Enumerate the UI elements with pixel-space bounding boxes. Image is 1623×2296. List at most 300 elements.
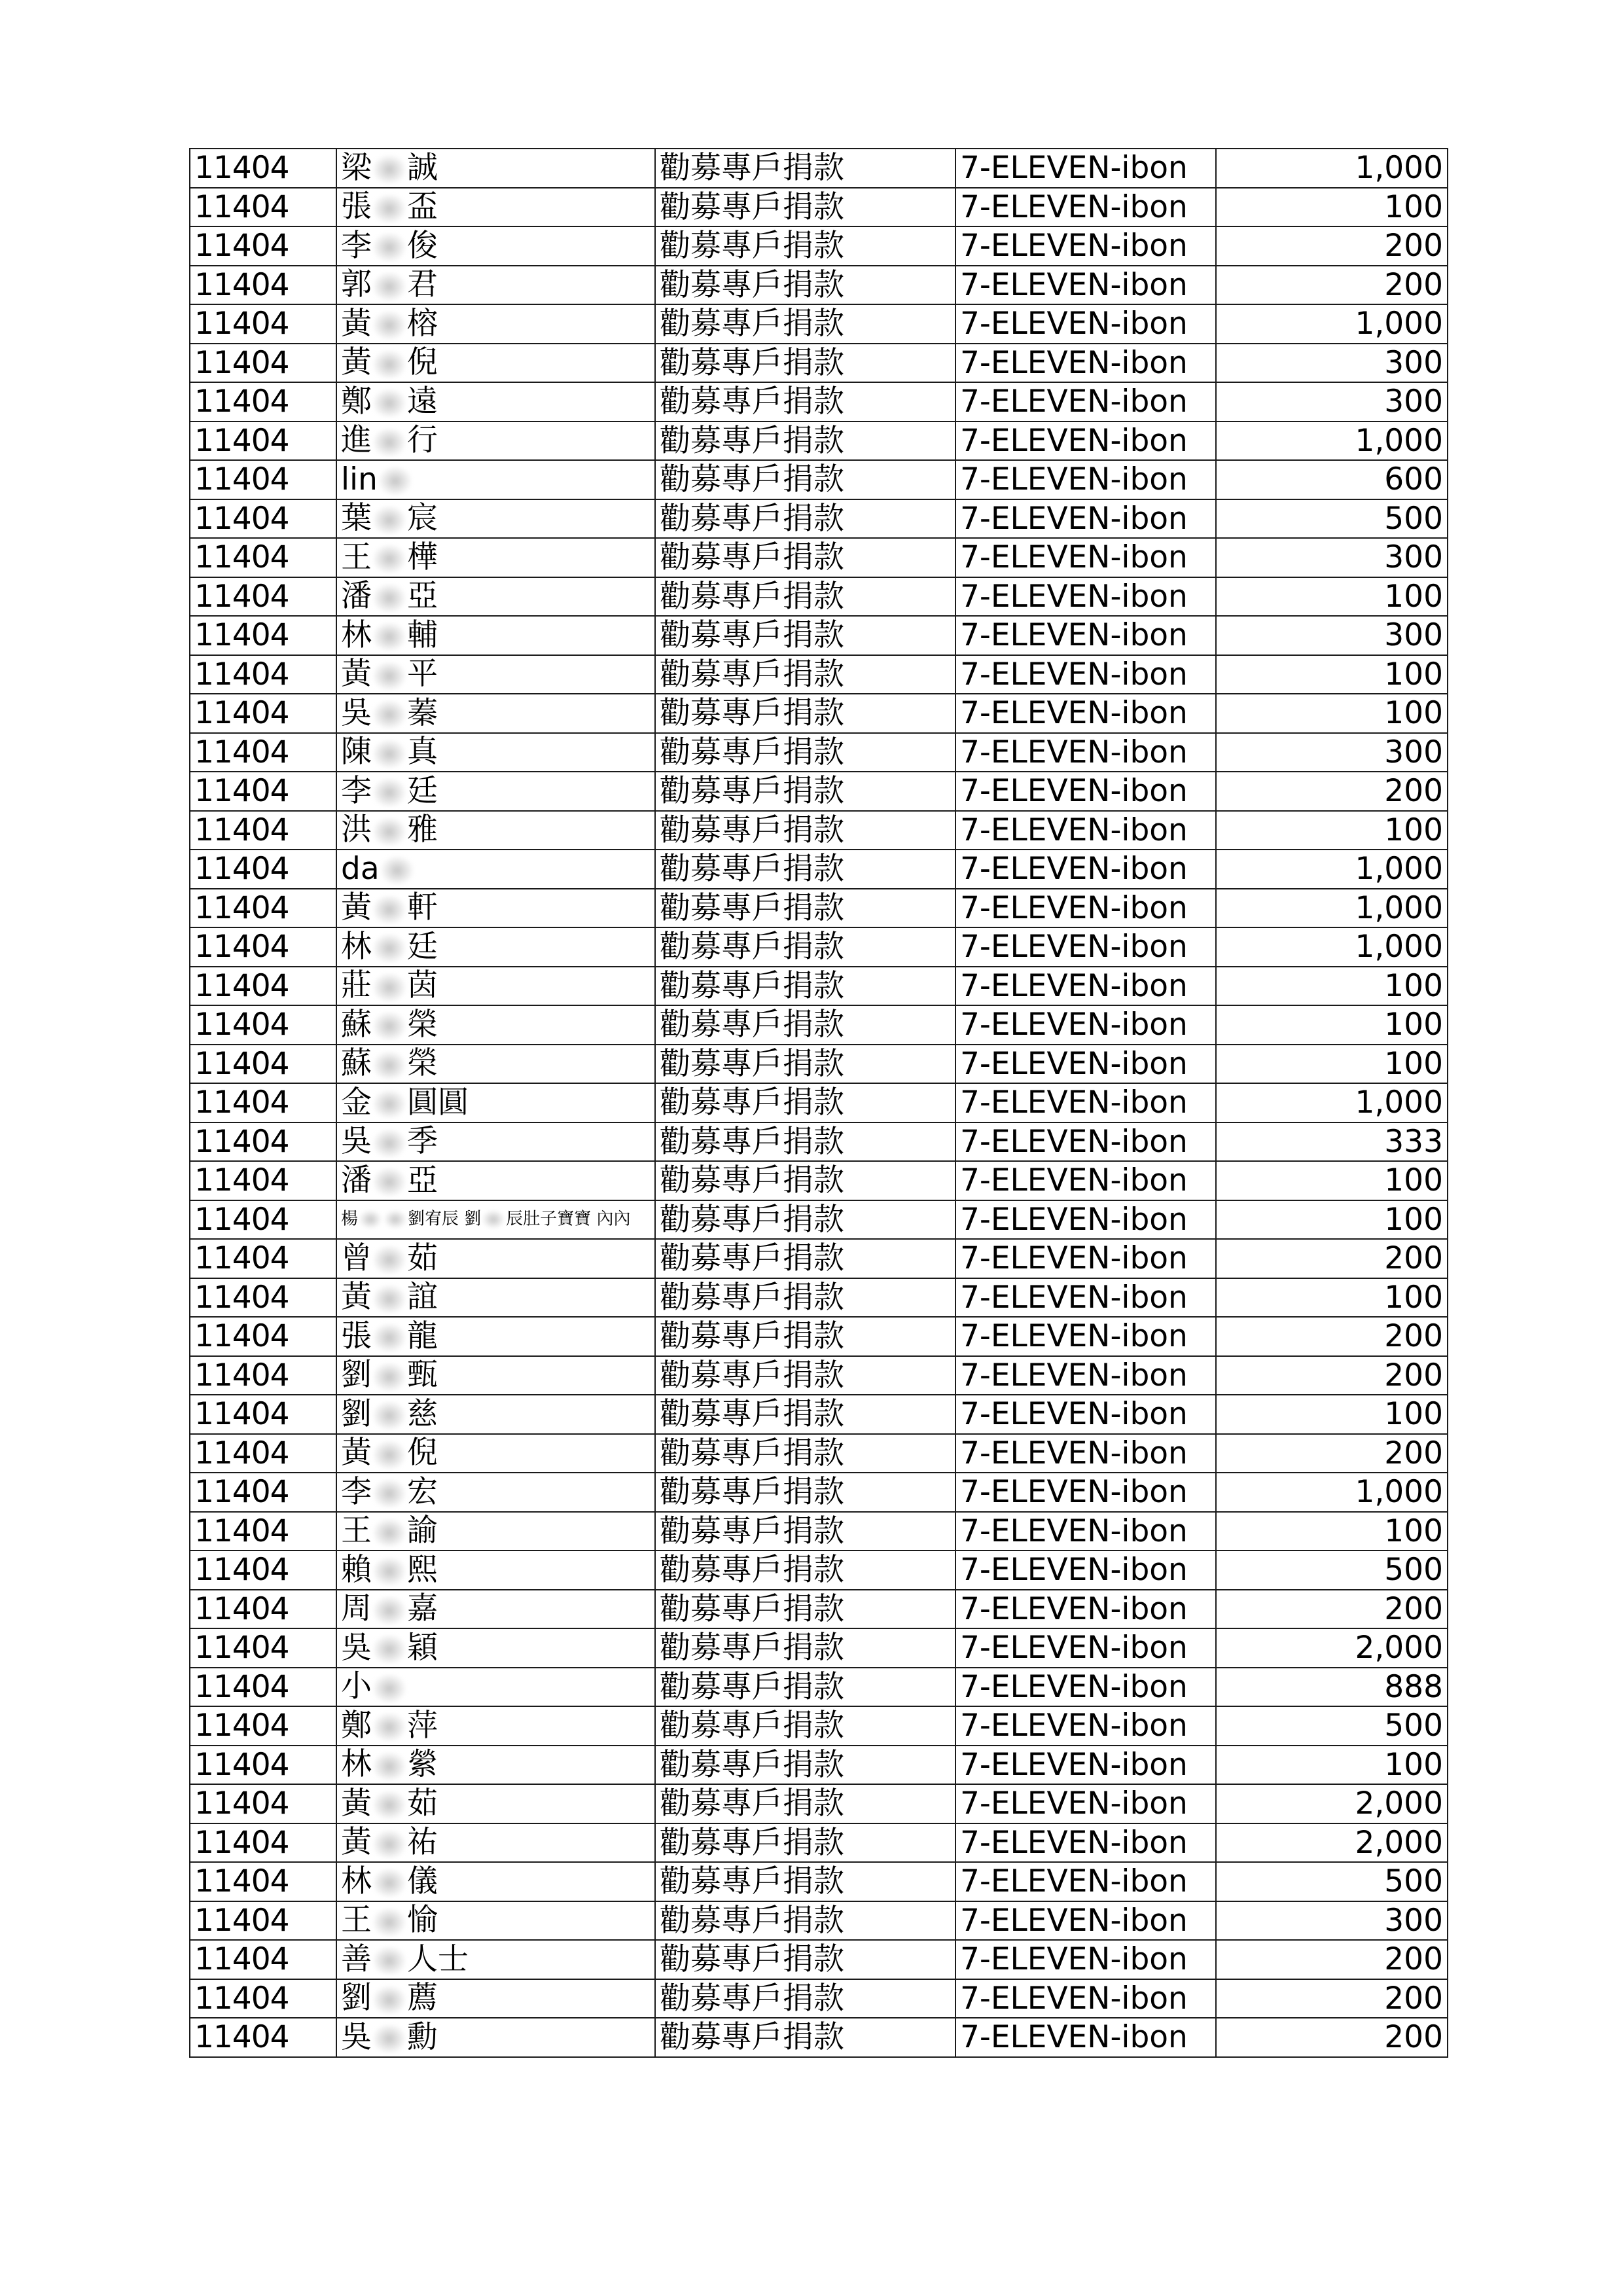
amount-cell: 100 — [1216, 1045, 1448, 1084]
period-cell: 11404 — [190, 1005, 336, 1045]
amount-cell: 500 — [1216, 1706, 1448, 1746]
donation-type-cell: 勸募專戶捐款 — [655, 1512, 955, 1551]
redaction-blur — [381, 856, 414, 885]
table-row — [190, 1122, 1448, 1162]
period-cell: 11404 — [190, 1628, 336, 1668]
donor-name-text: 黃 祐 — [341, 1824, 438, 1860]
donor-name-cell — [336, 266, 655, 305]
payment-method-cell: 7-ELEVEN-ibon — [955, 1512, 1216, 1551]
period-cell: 11404 — [190, 694, 336, 733]
donor-name-cell — [336, 1668, 655, 1707]
donor-name-cell — [336, 226, 655, 266]
redaction-blur — [373, 1596, 406, 1625]
table-row — [190, 226, 1448, 266]
payment-method-cell: 7-ELEVEN-ibon — [955, 1940, 1216, 1979]
donation-type-cell: 勸募專戶捐款 — [655, 1746, 955, 1785]
donor-name-text: 黃 誼 — [341, 1279, 438, 1315]
table-row — [190, 1551, 1448, 1590]
donor-name-text: 李 俊 — [341, 227, 438, 264]
amount-cell: 300 — [1216, 733, 1448, 772]
donor-name-cell — [336, 1005, 655, 1045]
donor-name-text: 黃 倪 — [341, 344, 438, 380]
period-cell: 11404 — [190, 1200, 336, 1240]
table-row — [190, 1161, 1448, 1200]
donation-type-cell: 勸募專戶捐款 — [655, 733, 955, 772]
period-cell: 11404 — [190, 1161, 336, 1200]
amount-cell: 100 — [1216, 1005, 1448, 1045]
amount-cell: 200 — [1216, 1979, 1448, 2018]
donor-name-text: 周 嘉 — [341, 1590, 438, 1626]
table-row — [190, 538, 1448, 577]
redaction-blur — [373, 155, 406, 184]
period-cell: 11404 — [190, 1045, 336, 1084]
donation-type-cell: 勸募專戶捐款 — [655, 772, 955, 811]
redaction-blur — [373, 1518, 406, 1547]
donor-name-text: 黃 茹 — [341, 1785, 438, 1821]
period-cell: 11404 — [190, 1317, 336, 1356]
redaction-blur — [373, 1246, 406, 1274]
donor-name-text: 吳 勳 — [341, 2018, 438, 2055]
donation-type-cell: 勸募專戶捐款 — [655, 149, 955, 188]
donor-name-text: 吳 蓁 — [341, 694, 438, 731]
payment-method-cell: 7-ELEVEN-ibon — [955, 616, 1216, 655]
donation-type-cell: 勸募專戶捐款 — [655, 1005, 955, 1045]
donation-type-cell: 勸募專戶捐款 — [655, 1901, 955, 1941]
payment-method-cell: 7-ELEVEN-ibon — [955, 344, 1216, 383]
period-cell: 11404 — [190, 1668, 336, 1707]
table-row — [190, 266, 1448, 305]
donor-name-cell — [336, 1083, 655, 1122]
redaction-blur — [373, 1285, 406, 1314]
period-cell: 11404 — [190, 1940, 336, 1979]
amount-cell: 100 — [1216, 655, 1448, 694]
redaction-blur — [373, 1168, 406, 1196]
donor-name-text: 林 縈 — [341, 1746, 438, 1782]
amount-cell: 600 — [1216, 460, 1448, 499]
donation-type-cell: 勸募專戶捐款 — [655, 967, 955, 1006]
donor-name-text: 張 龍 — [341, 1318, 438, 1354]
payment-method-cell: 7-ELEVEN-ibon — [955, 538, 1216, 577]
donation-type-cell: 勸募專戶捐款 — [655, 927, 955, 967]
donor-name-cell — [336, 1239, 655, 1278]
amount-cell: 333 — [1216, 1122, 1448, 1162]
donor-name-cell — [336, 1122, 655, 1162]
payment-method-cell: 7-ELEVEN-ibon — [955, 1005, 1216, 1045]
table-row — [190, 927, 1448, 967]
amount-cell: 1,000 — [1216, 927, 1448, 967]
donation-type-cell: 勸募專戶捐款 — [655, 1668, 955, 1707]
donation-type-cell: 勸募專戶捐款 — [655, 1434, 955, 1473]
redaction-blur — [373, 1869, 406, 1897]
donor-name-text: 莊 茵 — [341, 967, 438, 1003]
donor-name-cell — [336, 1551, 655, 1590]
donation-type-cell: 勸募專戶捐款 — [655, 1784, 955, 1823]
payment-method-cell: 7-ELEVEN-ibon — [955, 1668, 1216, 1707]
payment-method-cell: 7-ELEVEN-ibon — [955, 1862, 1216, 1901]
period-cell: 11404 — [190, 850, 336, 889]
period-cell: 11404 — [190, 772, 336, 811]
period-cell: 11404 — [190, 1551, 336, 1590]
donor-name-text: 陳 真 — [341, 734, 438, 770]
donor-name-cell — [336, 850, 655, 889]
table-row — [190, 1200, 1448, 1240]
payment-method-cell: 7-ELEVEN-ibon — [955, 226, 1216, 266]
donation-type-cell: 勸募專戶捐款 — [655, 1628, 955, 1668]
table-row — [190, 694, 1448, 733]
period-cell: 11404 — [190, 538, 336, 577]
table-row — [190, 1668, 1448, 1707]
donor-name-cell — [336, 1628, 655, 1668]
donor-name-text: 吳 季 — [341, 1123, 438, 1159]
donor-name-text: 黃 榕 — [341, 305, 438, 342]
amount-cell: 100 — [1216, 1278, 1448, 1318]
amount-cell: 500 — [1216, 1551, 1448, 1590]
table-row — [190, 1434, 1448, 1473]
table-row — [190, 149, 1448, 188]
donor-name-cell — [336, 538, 655, 577]
donor-name-cell — [336, 967, 655, 1006]
donor-name-cell — [336, 1979, 655, 2018]
donor-name-text: 潘 亞 — [341, 1162, 438, 1198]
amount-cell: 200 — [1216, 1356, 1448, 1395]
payment-method-cell: 7-ELEVEN-ibon — [955, 655, 1216, 694]
donor-name-cell — [336, 733, 655, 772]
period-cell: 11404 — [190, 811, 336, 850]
donor-name-text: 郭 君 — [341, 266, 438, 302]
table-row — [190, 1512, 1448, 1551]
donation-type-cell: 勸募專戶捐款 — [655, 1083, 955, 1122]
amount-cell: 300 — [1216, 1901, 1448, 1941]
amount-cell: 100 — [1216, 1200, 1448, 1240]
period-cell: 11404 — [190, 1979, 336, 2018]
period-cell: 11404 — [190, 422, 336, 461]
payment-method-cell: 7-ELEVEN-ibon — [955, 1901, 1216, 1941]
payment-method-cell: 7-ELEVEN-ibon — [955, 1590, 1216, 1629]
redaction-blur — [373, 506, 406, 535]
period-cell: 11404 — [190, 1356, 336, 1395]
donor-name-text: 進 行 — [341, 422, 438, 458]
redaction-blur — [373, 2024, 406, 2053]
redaction-blur — [373, 700, 406, 729]
donor-name-cell — [336, 1823, 655, 1863]
period-cell: 11404 — [190, 226, 336, 266]
table-row — [190, 1005, 1448, 1045]
table-row — [190, 616, 1448, 655]
amount-cell: 200 — [1216, 1940, 1448, 1979]
donor-name-cell — [336, 1161, 655, 1200]
donation-type-cell: 勸募專戶捐款 — [655, 188, 955, 227]
period-cell: 11404 — [190, 382, 336, 422]
payment-method-cell: 7-ELEVEN-ibon — [955, 1473, 1216, 1512]
donation-type-cell: 勸募專戶捐款 — [655, 1278, 955, 1318]
payment-method-cell: 7-ELEVEN-ibon — [955, 149, 1216, 188]
amount-cell: 1,000 — [1216, 850, 1448, 889]
donor-name-cell — [336, 2018, 655, 2057]
payment-method-cell: 7-ELEVEN-ibon — [955, 967, 1216, 1006]
payment-method-cell: 7-ELEVEN-ibon — [955, 1239, 1216, 1278]
table-row — [190, 304, 1448, 344]
redaction-blur — [482, 1210, 505, 1229]
amount-cell: 200 — [1216, 772, 1448, 811]
donation-type-cell: 勸募專戶捐款 — [655, 811, 955, 850]
donation-table — [189, 148, 1448, 2058]
donor-name-cell — [336, 1512, 655, 1551]
table-row — [190, 1045, 1448, 1084]
donation-type-cell: 勸募專戶捐款 — [655, 1979, 955, 2018]
payment-method-cell: 7-ELEVEN-ibon — [955, 1551, 1216, 1590]
payment-method-cell: 7-ELEVEN-ibon — [955, 460, 1216, 499]
donor-name-cell — [336, 811, 655, 850]
period-cell: 11404 — [190, 1239, 336, 1278]
redaction-blur — [379, 467, 412, 495]
donor-name-cell — [336, 1278, 655, 1318]
donor-name-cell — [336, 460, 655, 499]
table-row — [190, 460, 1448, 499]
period-cell: 11404 — [190, 1434, 336, 1473]
donor-name-text: 楊 劉宥辰 劉 辰肚子寶寶 內內 — [341, 1209, 631, 1229]
donation-type-cell: 勸募專戶捐款 — [655, 344, 955, 383]
donation-type-cell: 勸募專戶捐款 — [655, 850, 955, 889]
period-cell: 11404 — [190, 1590, 336, 1629]
table-row — [190, 188, 1448, 227]
period-cell: 11404 — [190, 889, 336, 928]
donation-type-cell: 勸募專戶捐款 — [655, 499, 955, 539]
redaction-blur — [373, 1012, 406, 1041]
table-row — [190, 1940, 1448, 1979]
payment-method-cell: 7-ELEVEN-ibon — [955, 1161, 1216, 1200]
redaction-blur — [373, 389, 406, 418]
donation-type-cell: 勸募專戶捐款 — [655, 1356, 955, 1395]
redaction-blur — [373, 1635, 406, 1664]
amount-cell: 300 — [1216, 344, 1448, 383]
payment-method-cell: 7-ELEVEN-ibon — [955, 1278, 1216, 1318]
donor-name-cell — [336, 188, 655, 227]
redaction-blur — [373, 1986, 406, 2015]
payment-method-cell: 7-ELEVEN-ibon — [955, 1628, 1216, 1668]
payment-method-cell: 7-ELEVEN-ibon — [955, 850, 1216, 889]
donor-name-text: 李 宏 — [341, 1473, 438, 1510]
redaction-blur — [373, 895, 406, 924]
redaction-blur — [373, 1090, 406, 1119]
amount-cell: 2,000 — [1216, 1823, 1448, 1863]
donor-name-cell — [336, 1901, 655, 1941]
period-cell: 11404 — [190, 577, 336, 617]
donor-name-cell — [336, 382, 655, 422]
table-row — [190, 655, 1448, 694]
redaction-blur — [373, 1557, 406, 1586]
redaction-blur — [373, 1752, 406, 1781]
amount-cell: 888 — [1216, 1668, 1448, 1707]
donation-type-cell: 勸募專戶捐款 — [655, 616, 955, 655]
donor-name-cell — [336, 1317, 655, 1356]
donor-name-text: 林 儀 — [341, 1863, 438, 1899]
donation-type-cell: 勸募專戶捐款 — [655, 382, 955, 422]
payment-method-cell: 7-ELEVEN-ibon — [955, 188, 1216, 227]
donation-type-cell: 勸募專戶捐款 — [655, 1317, 955, 1356]
redaction-blur — [373, 311, 406, 340]
donor-name-cell — [336, 1356, 655, 1395]
payment-method-cell: 7-ELEVEN-ibon — [955, 499, 1216, 539]
payment-method-cell: 7-ELEVEN-ibon — [955, 1356, 1216, 1395]
period-cell: 11404 — [190, 1901, 336, 1941]
donation-type-cell: 勸募專戶捐款 — [655, 1045, 955, 1084]
redaction-blur — [373, 194, 406, 223]
amount-cell: 100 — [1216, 1746, 1448, 1785]
redaction-blur — [373, 1946, 406, 1975]
amount-cell: 1,000 — [1216, 1473, 1448, 1512]
period-cell: 11404 — [190, 655, 336, 694]
redaction-blur — [373, 584, 406, 613]
amount-cell: 200 — [1216, 266, 1448, 305]
table-row — [190, 733, 1448, 772]
donor-name-text: 潘 亞 — [341, 578, 438, 614]
payment-method-cell: 7-ELEVEN-ibon — [955, 927, 1216, 967]
donor-name-text: 王 諭 — [341, 1513, 438, 1549]
table-row — [190, 1628, 1448, 1668]
payment-method-cell: 7-ELEVEN-ibon — [955, 1434, 1216, 1473]
table-row — [190, 1901, 1448, 1941]
donor-name-text: 劉 甄 — [341, 1357, 438, 1393]
donor-name-text: 林 廷 — [341, 928, 438, 965]
table-row — [190, 772, 1448, 811]
table-row — [190, 1862, 1448, 1901]
donation-type-cell: 勸募專戶捐款 — [655, 2018, 955, 2057]
donor-name-cell — [336, 344, 655, 383]
donor-name-text: 小 — [341, 1671, 407, 1703]
donor-name-cell — [336, 499, 655, 539]
donor-name-text: 梁 誠 — [341, 149, 438, 186]
donor-name-text: 洪 雅 — [341, 812, 438, 848]
redaction-blur — [373, 1441, 406, 1469]
amount-cell: 1,000 — [1216, 149, 1448, 188]
amount-cell: 2,000 — [1216, 1628, 1448, 1668]
amount-cell: 100 — [1216, 1161, 1448, 1200]
redaction-blur — [384, 1210, 406, 1229]
amount-cell: 1,000 — [1216, 889, 1448, 928]
redaction-blur — [373, 1713, 406, 1742]
donation-type-cell: 勸募專戶捐款 — [655, 422, 955, 461]
payment-method-cell: 7-ELEVEN-ibon — [955, 1395, 1216, 1434]
donor-name-text: 劉 慈 — [341, 1395, 438, 1432]
redaction-blur — [373, 973, 406, 1002]
table-row — [190, 382, 1448, 422]
donation-type-cell: 勸募專戶捐款 — [655, 1200, 955, 1240]
redaction-blur — [373, 1129, 406, 1158]
redaction-blur — [373, 233, 406, 262]
donor-name-text: 王 樺 — [341, 539, 438, 575]
payment-method-cell: 7-ELEVEN-ibon — [955, 1200, 1216, 1240]
period-cell: 11404 — [190, 149, 336, 188]
payment-method-cell: 7-ELEVEN-ibon — [955, 1122, 1216, 1162]
payment-method-cell: 7-ELEVEN-ibon — [955, 1746, 1216, 1785]
amount-cell: 2,000 — [1216, 1784, 1448, 1823]
period-cell: 11404 — [190, 344, 336, 383]
donor-name-cell — [336, 1746, 655, 1785]
table-row — [190, 577, 1448, 617]
amount-cell: 300 — [1216, 538, 1448, 577]
amount-cell: 100 — [1216, 1512, 1448, 1551]
donor-name-text: 黃 平 — [341, 656, 438, 692]
payment-method-cell: 7-ELEVEN-ibon — [955, 772, 1216, 811]
period-cell: 11404 — [190, 304, 336, 344]
donor-name-text: 蘇 榮 — [341, 1006, 438, 1043]
redaction-blur — [373, 934, 406, 963]
table-row — [190, 1083, 1448, 1122]
payment-method-cell: 7-ELEVEN-ibon — [955, 1979, 1216, 2018]
donor-name-text: 林 輔 — [341, 617, 438, 653]
table-row — [190, 1746, 1448, 1785]
payment-method-cell: 7-ELEVEN-ibon — [955, 382, 1216, 422]
donation-type-cell: 勸募專戶捐款 — [655, 266, 955, 305]
period-cell: 11404 — [190, 2018, 336, 2057]
donation-type-cell: 勸募專戶捐款 — [655, 1823, 955, 1863]
period-cell: 11404 — [190, 1823, 336, 1863]
table-row — [190, 1356, 1448, 1395]
period-cell: 11404 — [190, 1473, 336, 1512]
table-row — [190, 1706, 1448, 1746]
redaction-blur — [373, 622, 406, 651]
donor-name-text: 吳 穎 — [341, 1629, 438, 1666]
table-row — [190, 850, 1448, 889]
redaction-blur — [373, 817, 406, 846]
donor-name-cell — [336, 304, 655, 344]
donor-name-cell — [336, 1045, 655, 1084]
redaction-blur — [373, 1051, 406, 1080]
donor-name-cell — [336, 149, 655, 188]
redaction-blur — [373, 740, 406, 768]
donation-type-cell: 勸募專戶捐款 — [655, 1395, 955, 1434]
donor-name-cell — [336, 694, 655, 733]
payment-method-cell: 7-ELEVEN-ibon — [955, 1784, 1216, 1823]
period-cell: 11404 — [190, 1083, 336, 1122]
donor-name-text: 王 愉 — [341, 1902, 438, 1938]
amount-cell: 100 — [1216, 1395, 1448, 1434]
period-cell: 11404 — [190, 266, 336, 305]
redaction-blur — [359, 1210, 382, 1229]
table-row — [190, 499, 1448, 539]
amount-cell: 200 — [1216, 1317, 1448, 1356]
donor-name-text: 鄭 萍 — [341, 1707, 438, 1744]
donor-name-text: 劉 薦 — [341, 1980, 438, 2016]
payment-method-cell: 7-ELEVEN-ibon — [955, 1083, 1216, 1122]
table-row — [190, 811, 1448, 850]
period-cell: 11404 — [190, 967, 336, 1006]
donor-name-text: 善 人士 — [341, 1941, 469, 1977]
donation-type-cell: 勸募專戶捐款 — [655, 538, 955, 577]
donation-type-cell: 勸募專戶捐款 — [655, 694, 955, 733]
payment-method-cell: 7-ELEVEN-ibon — [955, 889, 1216, 928]
donation-type-cell: 勸募專戶捐款 — [655, 1473, 955, 1512]
period-cell: 11404 — [190, 1746, 336, 1785]
redaction-blur — [373, 1363, 406, 1391]
donation-type-cell: 勸募專戶捐款 — [655, 1706, 955, 1746]
donor-name-cell — [336, 1706, 655, 1746]
period-cell: 11404 — [190, 188, 336, 227]
donation-table-body — [190, 149, 1448, 2057]
amount-cell: 300 — [1216, 616, 1448, 655]
amount-cell: 1,000 — [1216, 304, 1448, 344]
period-cell: 11404 — [190, 1512, 336, 1551]
redaction-blur — [373, 1908, 406, 1937]
table-row — [190, 1784, 1448, 1823]
amount-cell: 200 — [1216, 1590, 1448, 1629]
amount-cell: 100 — [1216, 577, 1448, 617]
donation-type-cell: 勸募專戶捐款 — [655, 889, 955, 928]
period-cell: 11404 — [190, 616, 336, 655]
amount-cell: 200 — [1216, 1434, 1448, 1473]
payment-method-cell: 7-ELEVEN-ibon — [955, 733, 1216, 772]
donor-name-cell — [336, 1784, 655, 1823]
